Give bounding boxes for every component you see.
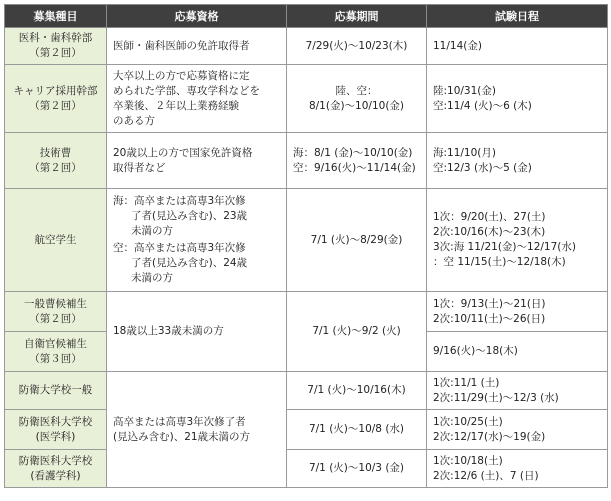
period-line: 陸、空： <box>335 84 378 97</box>
qualification-line: 了者(見込み含む)、23歳 <box>131 210 248 222</box>
schedule-cell <box>427 133 608 189</box>
header-row <box>5 5 608 28</box>
schedule-line: 9/16(火)〜18(木) <box>433 345 518 357</box>
qualification-cell <box>107 133 287 189</box>
period-line: 7/1 (火)〜10/16(木) <box>307 384 406 396</box>
table-row <box>5 292 608 332</box>
qualification-line: 医師・歯科医師の免許取得者 <box>113 39 250 52</box>
recruitment-table <box>4 4 608 488</box>
schedule-line: 3次:海 11/21(金)〜12/17(水) <box>433 241 576 253</box>
qualification-line: 20歳以上の方で国家免許資格 <box>113 146 253 159</box>
category-line: 防衛医科大学校 <box>18 454 93 467</box>
qualification-line: 未満の方 <box>131 272 173 284</box>
schedule-cell <box>427 292 608 332</box>
table-row <box>5 450 608 488</box>
header-period: 応募期間 <box>287 5 427 28</box>
schedule-line: 1次:11/1 (土) <box>433 376 500 389</box>
schedule-line: 2次:11/29(土)〜12/3 (水) <box>433 391 559 404</box>
qualification-line: 大卒以上の方で応募資格に定 <box>113 69 250 82</box>
qualification-line: 海：高卒または高専3年次修 <box>113 195 246 207</box>
period-line: 海：8/1 (金)〜10/10(金) <box>293 146 413 159</box>
qualification-line: 了者(見込み含む)、24歳 <box>131 257 248 269</box>
category-line: 自衛官候補生 <box>24 337 87 350</box>
schedule-cell <box>427 372 608 410</box>
schedule-line: 2次:12/6 (土)、7 (日) <box>433 469 539 482</box>
category-line: （第２回） <box>29 99 82 112</box>
category-line: (看護学科) <box>30 469 81 482</box>
schedule-cell <box>427 65 608 133</box>
category-line: 技術曹 <box>39 146 72 159</box>
qualification-line: 卒業後、２年以上業務経験 <box>113 99 239 112</box>
schedule-line: 2次:10/11(土)〜26(日) <box>433 312 546 325</box>
qualification-line: 高卒または高専3年次修了者 <box>113 415 246 428</box>
header-schedule: 試験日程 <box>427 5 608 28</box>
qualification-cell <box>107 292 287 372</box>
schedule-line: 1次：9/20(土)、27(土) <box>433 211 546 223</box>
table-row <box>5 410 608 450</box>
schedule-line: 2次:12/17(水)〜19(金) <box>433 430 546 443</box>
qualification-line: められた学部、専攻学科などを <box>113 84 260 97</box>
table-row <box>5 372 608 410</box>
qualification-line: 18歳以上33歳未満の方 <box>113 325 224 337</box>
qualification-cell <box>107 28 287 65</box>
category-cell <box>5 189 107 292</box>
qualification-line: 未満の方 <box>131 225 173 237</box>
qualification-line: 空：高卒または高専3年次修 <box>113 242 246 254</box>
period-cell <box>287 189 427 292</box>
period-cell <box>287 133 427 189</box>
category-line: 防衛医科大学校 <box>18 415 93 428</box>
category-line: 航空学生 <box>34 233 77 246</box>
category-cell <box>5 292 107 332</box>
table-row <box>5 189 608 292</box>
qualification-line: のある方 <box>113 114 155 127</box>
schedule-cell <box>427 410 608 450</box>
category-line: （第２回） <box>29 47 82 59</box>
schedule-cell <box>427 189 608 292</box>
period-cell <box>287 292 427 372</box>
schedule-line: 2次:10/16(木)〜23(木) <box>433 226 546 238</box>
schedule-cell <box>427 28 608 65</box>
table-row <box>5 65 608 133</box>
period-line: 空：9/16(火)〜11/14(金) <box>293 161 416 174</box>
period-line: 8/1(金)〜10/10(金) <box>308 99 405 112</box>
category-line: 防衛大学校一般 <box>18 384 93 396</box>
qualification-line: (見込み含む)、21歳未満の方 <box>113 430 251 443</box>
header-category: 募集種目 <box>5 5 107 28</box>
category-cell <box>5 65 107 133</box>
category-cell <box>5 410 107 450</box>
qualification-sea <box>113 194 280 239</box>
qualification-cell <box>107 189 287 292</box>
category-cell <box>5 372 107 410</box>
period-cell <box>287 28 427 65</box>
period-line: 7/1 (火)〜8/29(金) <box>310 233 403 246</box>
period-cell <box>287 65 427 133</box>
schedule-cell <box>427 450 608 488</box>
category-cell <box>5 450 107 488</box>
category-cell <box>5 28 107 65</box>
schedule-line: 1次:10/25(土) <box>433 415 503 428</box>
schedule-line: 空:11/4 (火)〜6 (木) <box>433 99 532 112</box>
category-line: （第２回） <box>29 161 82 174</box>
schedule-line: 海:11/10(月) <box>433 146 496 159</box>
header-qualification: 応募資格 <box>107 5 287 28</box>
schedule-line: 1次:10/18(土) <box>433 454 503 467</box>
table-row <box>5 28 608 65</box>
schedule-line: 陸:10/31(金) <box>433 84 496 97</box>
qualification-line: 取得者など <box>113 161 166 174</box>
table-row <box>5 133 608 189</box>
schedule-cell <box>427 332 608 372</box>
category-line: キャリア採用幹部 <box>13 84 98 97</box>
category-cell <box>5 332 107 372</box>
qualification-air <box>113 241 280 286</box>
period-line: 7/1 (火)〜10/8 (水) <box>308 423 405 435</box>
period-line: 7/29(火)〜10/23(木) <box>305 39 408 52</box>
category-line: （第３回） <box>29 352 82 365</box>
schedule-line: ：空 11/15(土)〜12/18(木) <box>433 256 566 268</box>
qualification-cell <box>107 65 287 133</box>
category-line: (医学科) <box>35 430 76 443</box>
period-cell <box>287 372 427 410</box>
period-cell <box>287 450 427 488</box>
schedule-line: 空:12/3 (水)〜5 (金) <box>433 161 532 174</box>
category-line: 医科・歯科幹部 <box>18 32 93 44</box>
category-line: （第２回） <box>29 312 82 325</box>
period-line: 7/1 (火)〜9/2 (火) <box>312 325 401 337</box>
qualification-cell <box>107 372 287 488</box>
period-cell <box>287 410 427 450</box>
category-cell <box>5 133 107 189</box>
category-line: 一般曹候補生 <box>24 297 87 310</box>
period-line: 7/1 (火)〜10/3 (金) <box>308 462 405 474</box>
schedule-line: 1次：9/13(土)〜21(日) <box>433 297 546 310</box>
schedule-line: 11/14(金) <box>433 39 482 52</box>
